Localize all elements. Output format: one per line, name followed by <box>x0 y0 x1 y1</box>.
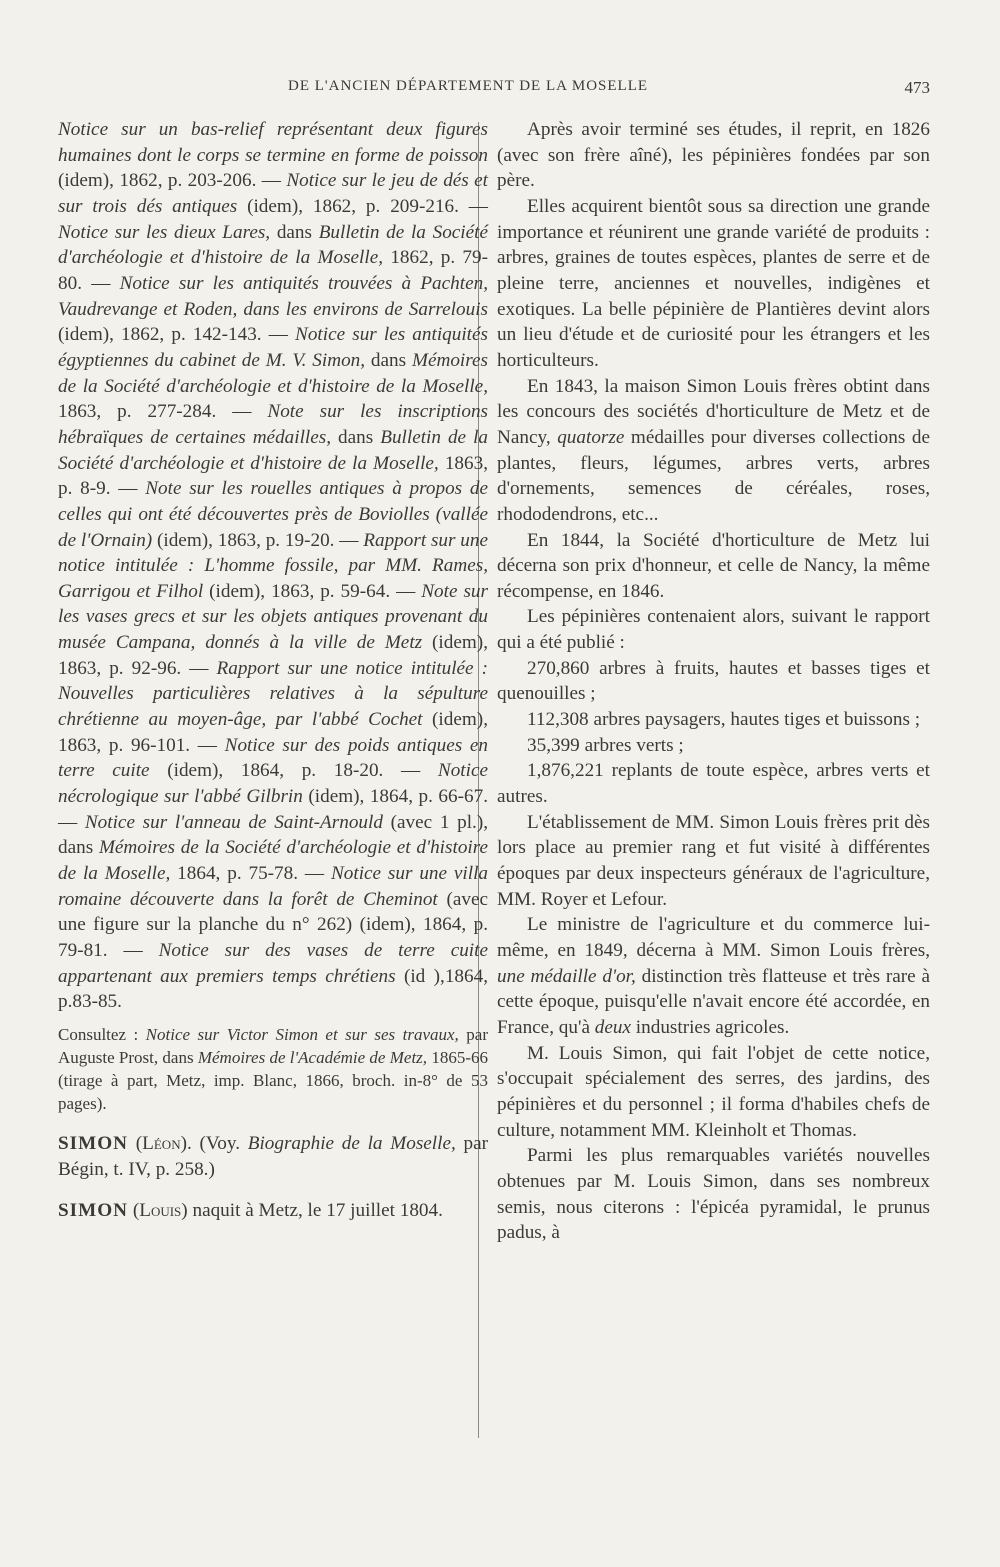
bib-segment: Rapport sur une notice intitulée : Nouvelles particulières relatives à la sépulture chrétienne au moyen-âge, par l'abbé Cochet <box>58 657 488 731</box>
list-paragraph: 270,860 arbres à fruits, hautes et basses tiges et quenouilles ; <box>497 657 930 705</box>
text-run: distinction très flatteuse et très rare à cette époque, puisqu'elle n'avait encore été accordée, en France, qu'à <box>497 965 931 1038</box>
bib-segment: (idem), 1862, p. 203-206. — <box>58 170 287 192</box>
bibliography-paragraph <box>58 117 488 1015</box>
paragraph: Les pépinières contenaient alors, suivant le rapport qui a été publié : <box>497 606 930 654</box>
list-paragraph: 112,308 arbres paysagers, hautes tiges et buissons ; <box>527 709 921 731</box>
text-run-italic: une médaille d'or, <box>497 965 636 987</box>
consult-title: Notice sur Victor Simon et sur ses travaux, <box>145 1024 459 1044</box>
bib-segment: (avec 1 pl.), dans <box>58 811 489 859</box>
bib-segment: Mémoires de la Société d'archéologie et d'histoire de la Moselle, <box>58 837 489 885</box>
bib-segment: Notice nécrologique sur l'abbé Gilbrin <box>58 760 488 808</box>
bib-segment: Note sur les rouelles antiques à propos de celles qui ont été découvertes près de Boviolles (vallée de l'Ornain) <box>58 478 488 551</box>
paragraph: M. Louis Simon, qui fait l'objet de cette notice, s'occupait spécialement des serres, des jardins, des pépinières et du personnel ; il forma d'habiles chefs de culture, notamment MM. Kleinholt et Thomas. <box>497 1042 930 1141</box>
entry-lead: (Voy. <box>191 1132 248 1154</box>
running-title: DE L'ANCIEN DÉPARTEMENT DE LA MOSELLE <box>288 78 649 94</box>
text-run: Le ministre de l'agriculture et du commerce lui-même, en 1849, décerna à MM. Simon Louis frères, <box>497 914 930 961</box>
bib-segment: (idem), 1864, p. 18-20. — <box>149 760 438 782</box>
consult-lead: Consultez : <box>58 1024 146 1044</box>
entry-name: SIMON <box>58 1200 129 1222</box>
page-number: 473 <box>904 78 930 97</box>
text-run: médailles pour diverses collections de plantes, fleurs, légumes, arbres verts, arbres d'ornements, semences de céréales, roses, rhododendrons, etc... <box>497 426 930 525</box>
text-run-italic: quatorze <box>557 426 625 448</box>
paragraph: Après avoir terminé ses études, il reprit, en 1826 (avec son frère aîné), les pépinières fondées par son père. <box>497 119 930 192</box>
list-paragraph: 35,399 arbres verts ; <box>527 734 684 756</box>
bib-segment: Notice sur le jeu de dés et sur trois dés antiques <box>58 170 488 217</box>
bib-segment: Notice sur les dieux Lares, <box>58 221 271 243</box>
bib-segment: 1864, p. 75-78. — <box>170 863 331 885</box>
paragraph: Elles acquirent bientôt sous sa direction une grande importance et réunirent une grande variété de produits : arbres, graines de toutes espèces, plantes de serre et de pleine terre, anciennes et nouvelles, indigènes et exotiques. La belle pépinière de Plantières devint alors un lieu d'étude et de curiosité pour les étrangers et les horticulteurs. <box>497 195 930 371</box>
bib-segment: (idem), 1862, p. 142-143. — <box>58 324 296 346</box>
bib-segment: (idem), 1862, p. 209-216. — <box>237 195 488 217</box>
bib-segment: Notice sur une villa romaine découverte dans la forêt de Cheminot <box>58 863 488 910</box>
bib-segment: dans <box>270 221 319 243</box>
consult-mid: par Auguste Prost, dans <box>58 1024 488 1067</box>
bib-segment: Note sur les inscriptions hébraïques de certaines médailles, <box>58 401 489 448</box>
text-run-italic: deux <box>594 1016 631 1038</box>
bib-segment: (idem), 1863, p. 92-96. — <box>58 632 488 679</box>
bib-segment: Note sur les vases grecs et sur les objets antiques provenant du musée Campana, donnés à la ville de Metz <box>58 580 488 654</box>
running-head <box>60 78 930 102</box>
paragraph: Parmi les plus remarquables variétés nouvelles obtenues par M. Louis Simon, dans ses nombreux semis, nous citerons : l'épicéa pyramidal, le prunus padus, à <box>497 1145 930 1244</box>
entry-tail: naquit à Metz, le 17 juillet 1804. <box>187 1200 443 1222</box>
entry-name: SIMON <box>58 1132 129 1154</box>
text-run: industries agricoles. <box>631 1016 790 1038</box>
paragraph: En 1844, la Société d'horticulture de Metz lui décerna son prix d'honneur, et celle de Nancy, la même récompense, en 1846. <box>497 529 930 602</box>
consult-tail: 1865-66 (tirage à part, Metz, imp. Blanc, 1866, broch. in-8° de 53 pages). <box>58 1047 488 1113</box>
bib-segment: (avec une figure sur la planche du n° 262) (idem), 1864, p. 79-81. — <box>58 888 488 961</box>
bib-segment: Notice sur les antiquités trouvées à Pachten, Vaudrevange et Roden, dans les environs de Sarrelouis <box>58 272 489 320</box>
bib-segment: Mémoires de la Société d'archéologie et d'histoire de la Moselle, <box>58 349 488 397</box>
paragraph <box>497 374 930 528</box>
bib-segment: 1862, p. 79-80. — <box>58 247 489 294</box>
bib-segment: 1863, p. 277-284. — <box>58 401 268 423</box>
text-run: En 1843, la maison Simon Louis frères obtint dans les concours des sociétés d'horticulture de Metz et de Nancy, <box>497 375 930 448</box>
bib-segment: (idem), 1864, p. 66-67. — <box>58 786 488 833</box>
entry-given-name: (Louis) <box>128 1200 188 1222</box>
entry-given-name: (Léon). <box>128 1132 192 1154</box>
bib-segment: (idem), 1863, p. 96-101. — <box>58 709 488 756</box>
consult-title-2: Mémoires de l'Académie de Metz, <box>197 1047 428 1067</box>
bib-segment: (idem), 1863, p. 59-64. — <box>203 580 422 602</box>
right-column <box>497 117 930 1246</box>
bib-segment: (idem), 1863, p. 19-20. — <box>152 529 364 551</box>
bib-segment: Notice sur des poids antiques en terre cuite <box>58 734 488 782</box>
bib-segment: dans <box>365 349 412 371</box>
paragraph <box>497 912 930 1040</box>
bib-segment: (id ),1864, p.83-85. <box>58 965 488 1013</box>
list-paragraph: 1,876,221 replants de toute espèce, arbres verts et autres. <box>497 760 930 808</box>
bib-segment: Notice sur un bas-relief représentant deux figures humaines dont le corps se termine en forme de poisson <box>58 119 488 166</box>
bib-segment: Notice sur l'anneau de Saint-Arnould <box>84 811 383 833</box>
bib-segment: Notice sur les antiquités égyptiennes du cabinet de M. V. Simon, <box>58 324 488 371</box>
consult-note <box>58 1023 488 1115</box>
paragraph: L'établissement de MM. Simon Louis frères prit dès lors place au premier rang et fut visité à différentes époques par deux inspecteurs généraux de l'agriculture, MM. Royer et Lefour. <box>497 811 930 910</box>
bib-segment: dans <box>331 426 381 448</box>
bib-segment: Notice sur des vases de terre cuite appartenant aux premiers temps chrétiens <box>58 940 488 987</box>
entry-simon-louis <box>58 1198 488 1224</box>
entry-title: Biographie de la Moselle, <box>247 1132 456 1154</box>
left-column <box>58 117 488 1224</box>
bib-segment: Bulletin de la Société d'archéologie et d'histoire de la Moselle, <box>58 426 488 474</box>
bib-segment: Rapport sur une notice intitulée : L'homme fossile, par MM. Rames, Garrigou et Filhol <box>58 529 488 602</box>
bib-segment: 1863, p. 8-9. — <box>58 452 488 500</box>
entry-tail: par Bégin, t. IV, p. 258.) <box>58 1132 488 1180</box>
entry-simon-leon <box>58 1131 488 1182</box>
bib-segment: Bulletin de la Société d'archéologie et d'histoire de la Moselle, <box>58 221 489 269</box>
